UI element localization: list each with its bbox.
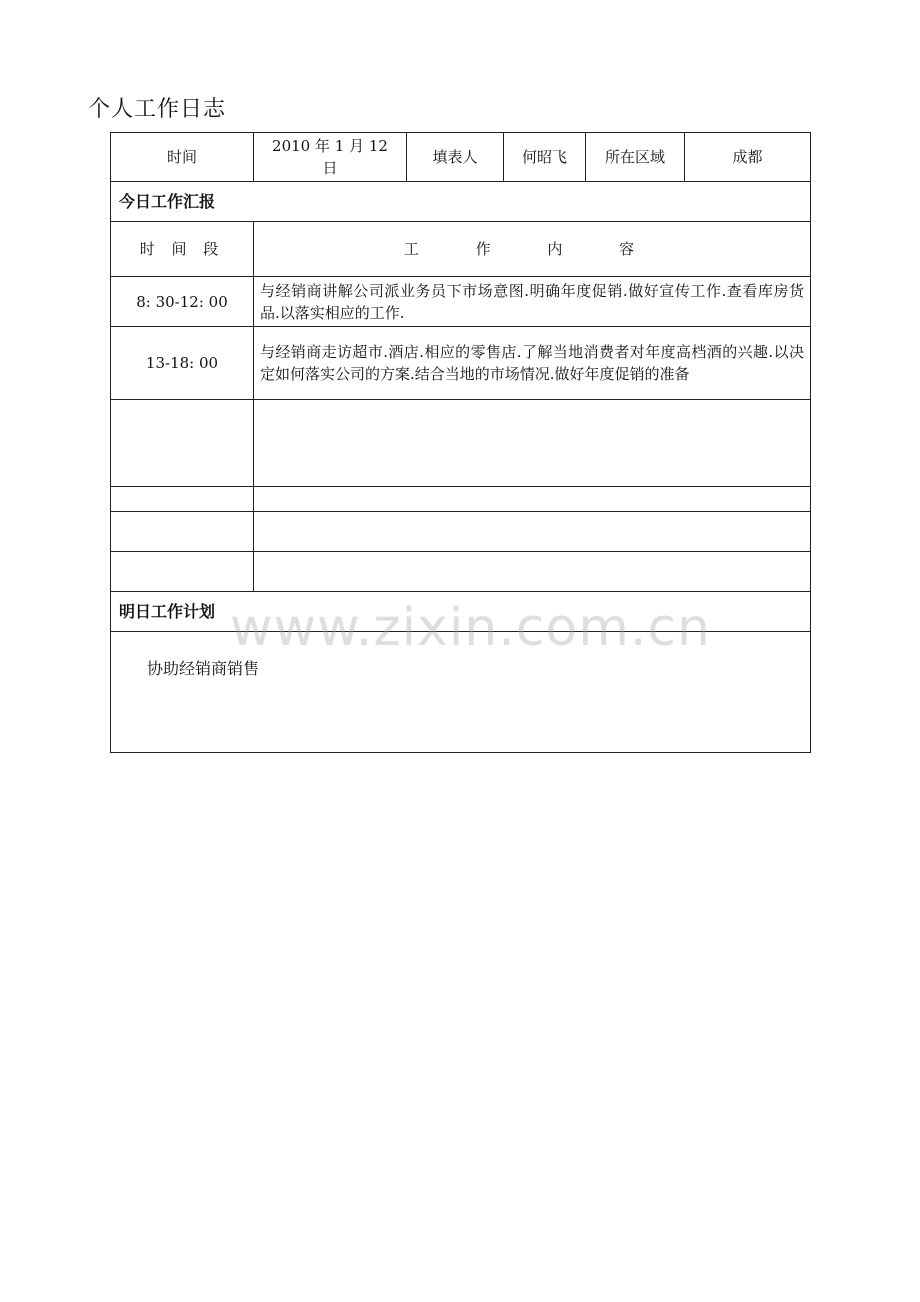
empty-row [111,512,811,552]
header-row [111,133,811,182]
work-log-table [110,132,811,753]
region-value: 成都 [685,133,811,182]
empty-content-cell [254,512,811,552]
period-cell: 13-18: 00 [111,327,254,400]
table-row [111,327,811,400]
tomorrow-section-row [111,592,811,632]
period-cell: 8: 30-12: 00 [111,277,254,327]
column-header-row [111,222,811,277]
col-period-header: 时 间 段 [111,222,254,277]
region-label: 所在区域 [586,133,685,182]
empty-row [111,552,811,592]
content-cell: 与经销商讲解公司派业务员下市场意图.明确年度促销.做好宣传工作.查看库房货品.以落实相应的工作. [254,277,811,327]
tomorrow-content: 协助经销商销售 [111,632,811,753]
empty-row [111,487,811,512]
empty-period-cell [111,512,254,552]
content-cell: 与经销商走访超市.酒店.相应的零售店.了解当地消费者对年度高档酒的兴趣.以决定如何落实公司的方案.结合当地的市场情况.做好年度促销的准备 [254,327,811,400]
date-cell [254,133,407,182]
empty-period-cell [111,552,254,592]
col-content-header: 工 作 内 容 [254,222,811,277]
date-line-1: 2010 年 1 月 12 [272,137,388,155]
table-row [111,277,811,327]
empty-content-cell [254,552,811,592]
today-section-row [111,182,811,222]
filler-name: 何昭飞 [504,133,586,182]
page-title: 个人工作日志 [88,97,227,122]
empty-period-cell [111,487,254,512]
tomorrow-content-row [111,632,811,753]
time-label: 时间 [111,133,254,182]
date-line-2: 日 [322,159,338,177]
today-section-label: 今日工作汇报 [111,182,811,222]
watermark: www.zixin.com.cn [230,598,711,658]
empty-period-cell [111,400,254,487]
empty-content-cell [254,400,811,487]
empty-row [111,400,811,487]
filler-label: 填表人 [407,133,504,182]
tomorrow-section-label: 明日工作计划 [111,592,811,632]
empty-content-cell [254,487,811,512]
